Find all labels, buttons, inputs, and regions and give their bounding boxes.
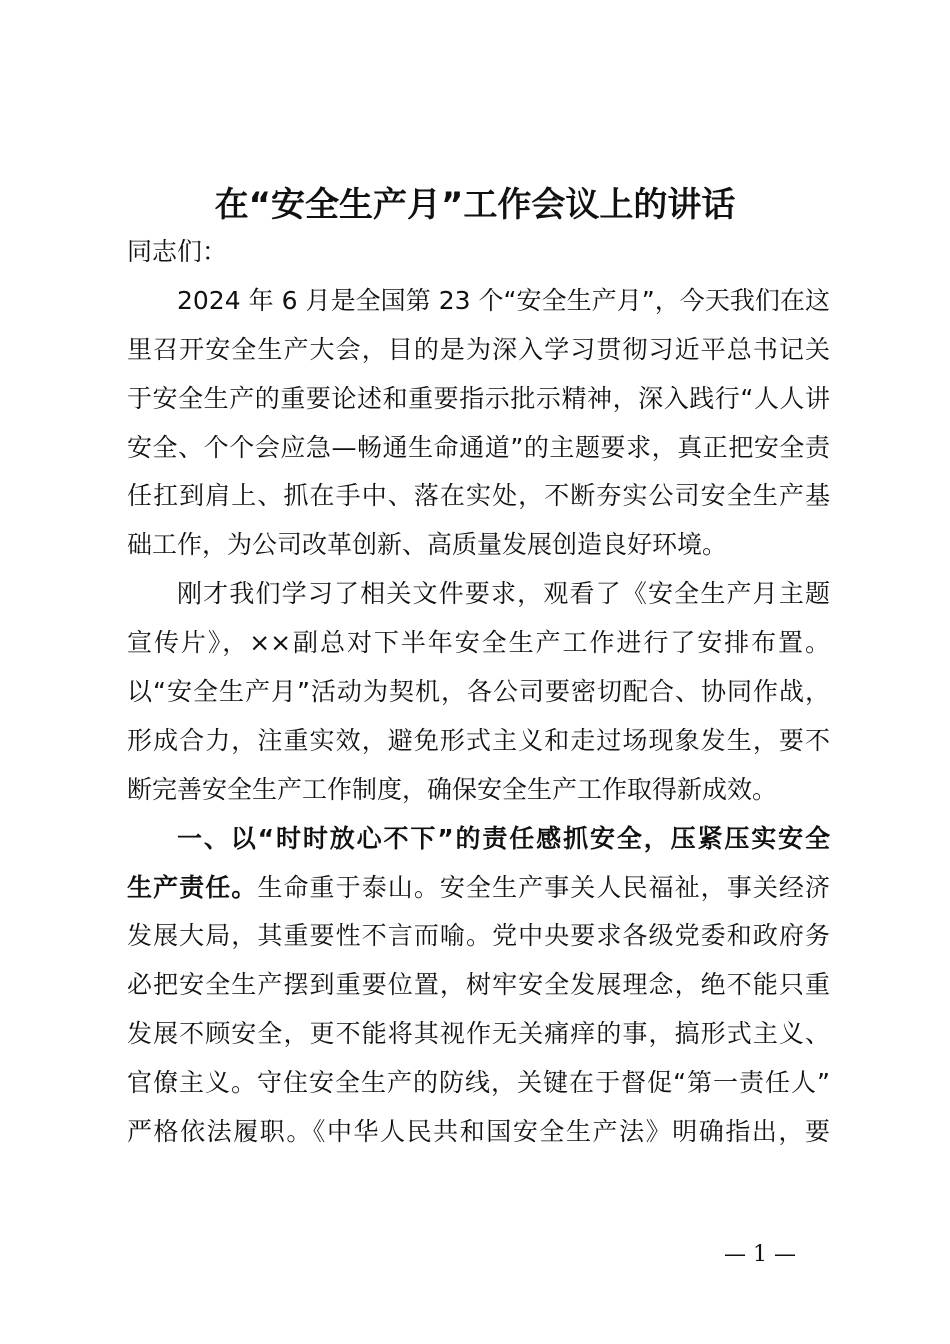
paragraph-1-line: 任扛到肩上、抓在手中、落在实处，不断夯实公司安全生产基 (127, 481, 830, 511)
paragraph-3-line (127, 864, 830, 913)
page-number: — 1 — (724, 1242, 796, 1267)
paragraph-3-line: 严格依法履职。《中华人民共和国安全生产法》明确指出，要 (127, 1117, 830, 1147)
section-1-heading: 一、以“时时放心不下”的责任感抓安全，压紧压实安全 (177, 823, 830, 853)
paragraph-3-text: 生命重于泰山。安全生产事关人民福祉，事关经济 (257, 872, 830, 902)
paragraph-3-line: 官僚主义。守住安全生产的防线，关键在于督促“第一责任人” (127, 1068, 830, 1098)
paragraph-3-line: 发展大局，其重要性不言而喻。党中央要求各级党委和政府务 (127, 921, 830, 951)
paragraph-1-line: 于安全生产的重要论述和重要指示批示精神，深入践行“人人讲 (127, 383, 830, 413)
paragraph-2-line: 以“安全生产月”活动为契机，各公司要密切配合、协同作战， (127, 677, 830, 707)
paragraph-1-line: 安全、个个会应急—畅通生命通道”的主题要求，真正把安全责 (127, 432, 830, 462)
paragraph-1-line: 2024 年 6 月是全国第 23 个“安全生产月”，今天我们在这 (177, 285, 830, 315)
paragraph-2-line: 形成合力，注重实效，避免形式主义和走过场现象发生，要不 (127, 725, 830, 755)
document-body (127, 228, 830, 1157)
section-1-heading-end: 生产责任。 (127, 872, 258, 902)
paragraph-2-line: 宣传片》，××副总对下半年安全生产工作进行了安排布置。 (127, 628, 830, 658)
paragraph-1-line: 础工作，为公司改革创新、高质量发展创造良好环境。 (127, 530, 728, 560)
salutation: 同志们： (127, 237, 228, 266)
document-title: 在“安全生产月”工作会议上的讲话 (214, 185, 736, 225)
paragraph-3-line: 必把安全生产摆到重要位置，树牢安全发展理念，绝不能只重 (127, 970, 830, 1000)
paragraph-2-line: 刚才我们学习了相关文件要求，观看了《安全生产月主题 (177, 579, 830, 609)
paragraph-3-line: 发展不顾安全，更不能将其视作无关痛痒的事，搞形式主义、 (127, 1019, 830, 1049)
paragraph-1-line: 里召开安全生产大会，目的是为深入学习贯彻习近平总书记关 (127, 334, 830, 364)
paragraph-2-line: 断完善安全生产工作制度，确保安全生产工作取得新成效。 (127, 774, 778, 804)
